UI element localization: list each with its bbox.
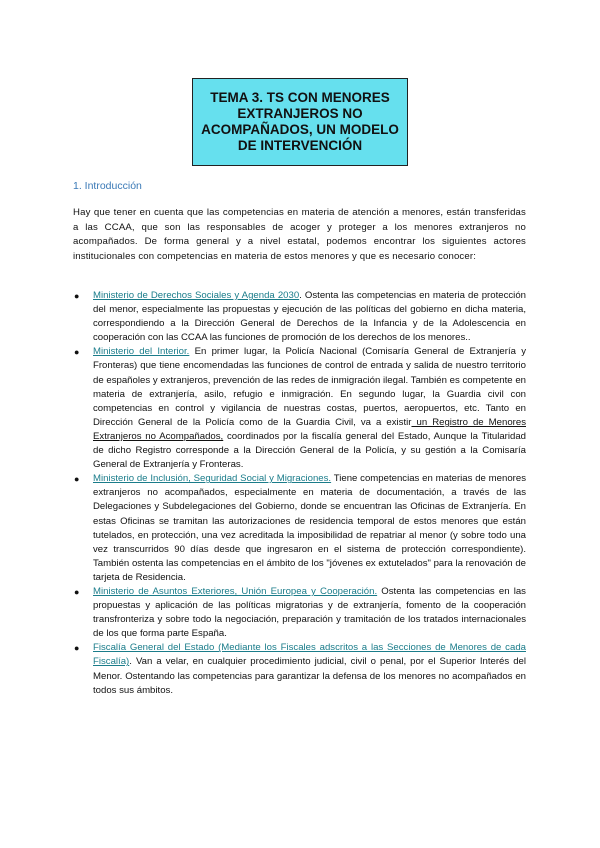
ministry-inclusion-link[interactable]: Ministerio de Inclusión, Seguridad Social y Migraciones.	[93, 473, 332, 485]
list-item	[74, 641, 526, 697]
list-item	[74, 345, 527, 472]
list-item	[74, 585, 526, 641]
title-line-4: DE INTERVENCIÓN	[237, 138, 363, 153]
ministry-social-rights-link[interactable]: Ministerio de Derechos Sociales y Agenda 2030	[93, 290, 300, 301]
title-line-2: EXTRANJEROS NO	[237, 106, 363, 121]
item-text: Tiene competencias en materias de menores extranjeros no acompañados, especialmente en materia de documentación, a través de las Delegaciones y Subdelegaciones del Gobierno, donde se encuentran las Oficinas de Extranjería. En estas Oficinas se tramitan las autorizaciones de residencia temporal de estos menores que están tutelados, en protección, una vez acreditada la imposibilidad de repatriar al menor (y sobre todo una vez transcurridos 90 días desde que ingresaron en el sistema de protección correspondiente). También ostenta las competencias en el ámbito de los "jóvenes ex extutelados" para la renovación de tarjeta de Residencia.	[93, 473, 526, 583]
bullet-icon: ●	[74, 291, 80, 301]
item-text: coordinados por la fiscalía general del Estado, Aunque la Titularidad de dicho Registro corresponde a la Dirección General de la Policía, y su gestión a la Comisaría General de Extranjería y Fronteras.	[93, 430, 527, 471]
title-line-1: TEMA 3. TS CON MENORES	[210, 90, 390, 105]
item-text: Ostenta las competencias en las propuestas y aplicación de las políticas migratorias y de extranjería, fomento de la cooperación transfronteriza y sobre todo la negociación, preparación y tramitación de los tratados internacionales de los que forma parte España.	[93, 585, 526, 640]
ministry-interior-link[interactable]: Ministerio del Interior.	[93, 346, 190, 358]
item-text: . Van a velar, en cualquier procedimiento judicial, civil o penal, por el Superior Interés del Menor. Ostentando las competencias para garantizar la defensa de los menores no acompañados en todos sus ámbitos.	[93, 656, 526, 696]
bullet-icon: ●	[74, 474, 80, 485]
institutions-list	[74, 289, 527, 698]
item-text: En primer lugar, la Policía Nacional (Comisaría General de Extranjería y Fronteras) que tiene encomendadas las funciones de control de entrada y salida de nuestro territorio de españoles y extranjeros, prevención de las redes de inmigración ilegal. También es competente en materia de extranjería, asilo, refugio e inmigración. En segundo lugar, la Guardia civil con competencias en control y vigilancia de nuestras costas, puertos, aeropuertos, etc. Tanto en Dirección General de la Policía como de la Guardia Civil, va a existir	[93, 346, 526, 428]
bullet-icon: ●	[74, 643, 80, 654]
item-text: . Ostenta las competencias en materia de protección del menor, especialmente las propuestas y ejecución de las políticas del gobierno en dicha materia, correspondiendo a la Dirección General de Derechos de la Infancia y de la Adolescencia en cooperación con las CCAA las funciones de promoción de los derechos de los menores..	[93, 290, 526, 344]
bullet-icon: ●	[74, 586, 80, 597]
list-item	[74, 472, 526, 585]
intro-paragraph: Hay que tener en cuenta que las competencias en materia de atención a menores, están transferidas a las CCAA, que son las responsables de acoger y proteger a los menores extranjeros no acompañados. De forma general y a nivel estatal, podemos encontrar los siguientes actores institucionales con competencias en materia de estos menores y que es necesario conocer:	[73, 207, 526, 262]
title-line-3: ACOMPAÑADOS, UN MODELO	[201, 122, 399, 137]
title-box	[192, 78, 408, 166]
list-item	[74, 289, 526, 345]
registry-underlined-text: un Registro de Menores Extranjeros no Acompañados,	[93, 416, 526, 442]
bullet-icon: ●	[74, 347, 80, 358]
ministry-foreign-affairs-link[interactable]: Ministerio de Asuntos Exteriores, Unión Europea y Cooperación.	[93, 585, 378, 597]
section-heading: 1. Introducción	[73, 180, 142, 192]
state-prosecutor-link[interactable]: Fiscalía General del Estado (Mediante los Fiscales adscritos a las Secciones de Menores de cada Fiscalía)	[93, 642, 526, 668]
